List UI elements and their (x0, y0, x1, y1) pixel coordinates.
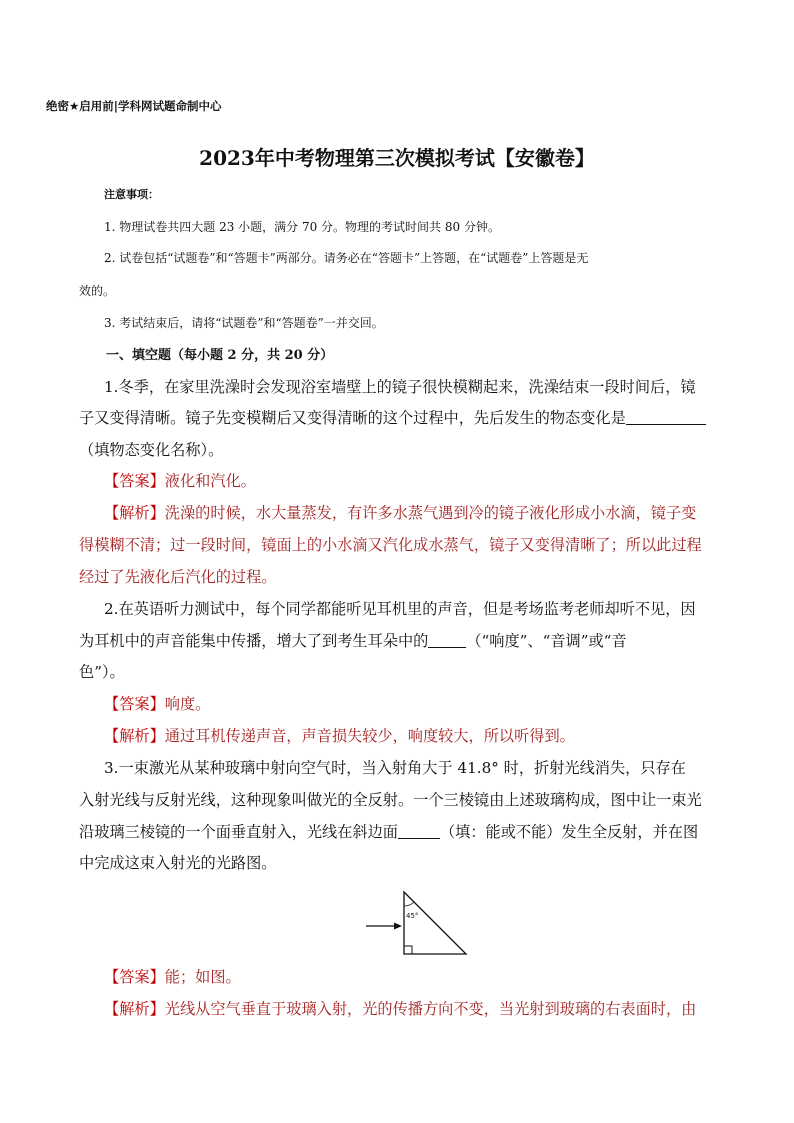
question-2-line-1: 2.在英语听力测试中，每个同学都能听见耳机里的声音，但是考场监考老师却听不见，因 (104, 600, 696, 618)
right-angle-mark (404, 946, 412, 954)
answer-2 (104, 693, 210, 714)
confidential-header: 绝密★启用前|学科网试题命制中心 (46, 99, 222, 113)
question-3-line-2: 入射光线与反射光线，这种现象叫做光的全反射。一个三棱镜由上述玻璃构成，图中让一束光 (79, 791, 702, 809)
answer-blank (398, 822, 440, 839)
analysis-tag: 【解析】 (104, 504, 165, 522)
analysis-tag: 【解析】 (104, 727, 165, 745)
answer-blank (626, 408, 706, 425)
section-heading: 一、填空题（每小题 2 分，共 20 分） (106, 348, 334, 363)
ray-arrow-icon (394, 923, 402, 930)
notice-item: 效的。 (79, 284, 116, 298)
answer-1 (104, 470, 256, 491)
question-2-line-3: 色”）。 (79, 663, 125, 681)
answer-text: 能；如图。 (164, 968, 241, 986)
analysis-2 (104, 725, 575, 746)
angle-label: 45° (406, 912, 419, 920)
page-title: 2023年中考物理第三次模拟考试【安徽卷】 (199, 146, 595, 170)
notice-item: 1. 物理试卷共四大题 23 小题，满分 70 分。物理的考试时间共 80 分钟。 (104, 220, 500, 234)
answer-tag: 【答案】 (104, 695, 165, 713)
answer-blank (428, 631, 466, 648)
answer-3 (104, 966, 241, 987)
analysis-1-line-1 (104, 502, 696, 523)
question-3-line-4: 中完成这束入射光的光路图。 (79, 854, 277, 872)
notice-item: 3. 考试结束后，请将“试题卷”和“答题卷”一并交回。 (104, 316, 384, 330)
question-text: （“响度”、“音调”或“音 (466, 632, 627, 650)
notice-item: 2. 试卷包括“试题卷”和“答题卡”两部分。请务必在“答题卡”上答题，在“试题卷”上答题是无 (104, 251, 589, 265)
analysis-text: 光线从空气垂直于玻璃入射，光的传播方向不变，当光射到玻璃的右表面时，由 (164, 1000, 697, 1018)
answer-text: 液化和汽化。 (164, 472, 256, 490)
question-text: 为耳机中的声音能集中传播，增大了到考生耳朵中的 (79, 632, 429, 650)
analysis-text: 通过耳机传递声音，声音损失较少，响度较大，所以听得到。 (164, 727, 575, 745)
notice-heading: 注意事项： (104, 188, 159, 201)
question-2-line-2 (79, 630, 627, 651)
question-1-line-3: （填物态变化名称）。 (79, 441, 224, 459)
answer-text: 响度。 (164, 695, 211, 713)
question-text: 子又变得清晰。镜子先变模糊后又变得清晰的这个过程中，先后发生的物态变化是 (79, 409, 626, 427)
analysis-1-line-2: 得模糊不清；过一段时间，镜面上的小水滴又汽化成水蒸气，镜子又变得清晰了；所以此过程 (79, 536, 702, 554)
analysis-3 (104, 998, 696, 1019)
analysis-tag: 【解析】 (104, 1000, 165, 1018)
question-1-line-1: 1.冬季，在家里洗澡时会发现浴室墙壁上的镜子很快模糊起来，洗澡结束一段时间后，镜 (104, 378, 696, 396)
question-text: 沿玻璃三棱镜的一个面垂直射入，光线在斜边面 (79, 823, 398, 841)
answer-tag: 【答案】 (104, 472, 165, 490)
angle-arc (404, 902, 414, 906)
answer-tag: 【答案】 (104, 968, 165, 986)
prism-triangle (404, 892, 466, 954)
question-3-line-3 (79, 821, 698, 842)
prism-diagram (364, 888, 474, 960)
question-3-line-1: 3.一束激光从某种玻璃中射向空气时，当入射角大于 41.8° 时，折射光线消失，只存在 (104, 759, 686, 777)
analysis-text: 洗澡的时候，水大量蒸发，有许多水蒸气遇到冷的镜子液化形成小水滴，镜子变 (164, 504, 697, 522)
question-text: （填：能或不能）发生全反射，并在图 (439, 823, 699, 841)
analysis-1-line-3: 经过了先液化后汽化的过程。 (79, 568, 277, 586)
question-1-line-2 (79, 407, 706, 428)
